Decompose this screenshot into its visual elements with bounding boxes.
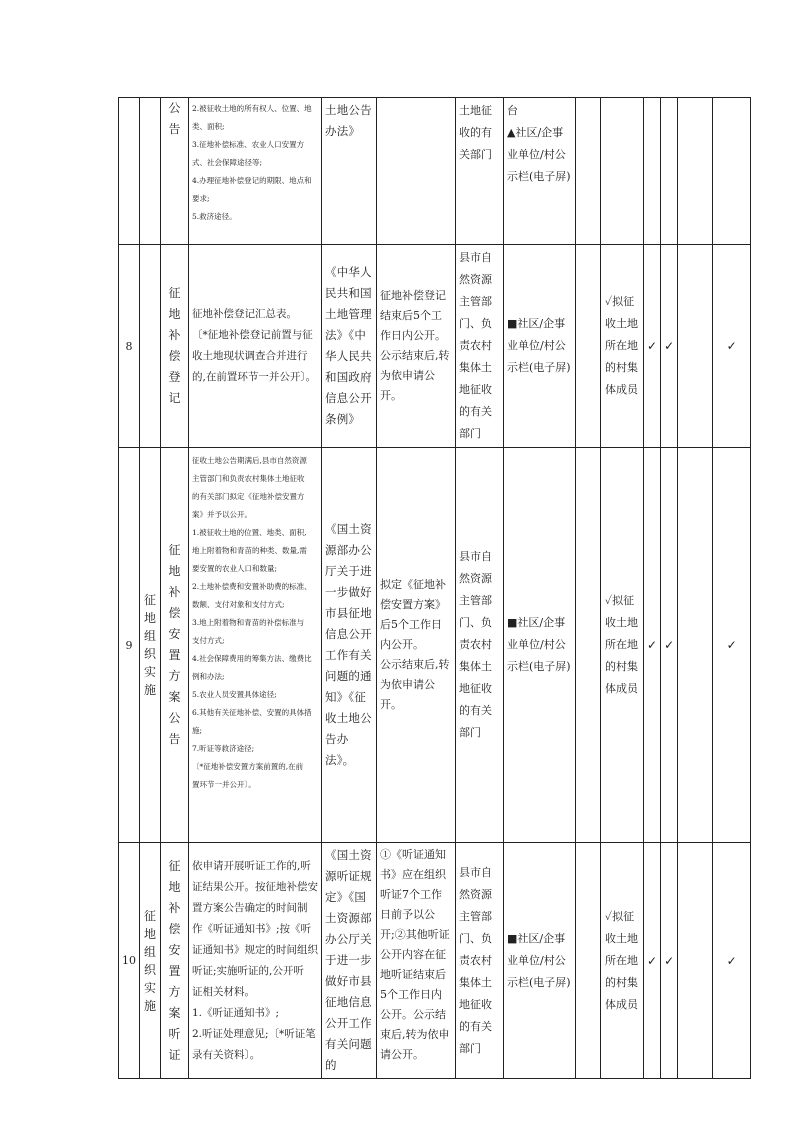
table-row	[119, 448, 751, 843]
item-cell	[161, 98, 189, 245]
content-line: 证结果公开。按征地补偿安	[192, 880, 318, 893]
content-line: 2.被征收土地的所有权人、位置、地	[192, 104, 312, 113]
check-cell: ✓	[661, 448, 678, 843]
content-cell	[189, 98, 322, 245]
content-line: 听证;实施听证的,公开听	[192, 964, 304, 977]
disclosure-table	[118, 97, 751, 1079]
content-line: 4.办理征地补偿登记的期限、地点和	[192, 176, 312, 185]
content-line: 例和办法;	[192, 672, 225, 681]
content-line: 要求;	[192, 194, 210, 203]
check-cell: ✓	[644, 245, 661, 448]
content-line: 5.农业人员安置具体途径;	[192, 690, 277, 699]
content-line: 〔*征地补偿登记前置与征	[192, 329, 313, 341]
channel-cell: ■社区/企事业单位/村公示栏(电子屏)	[504, 245, 576, 448]
content-cell	[189, 245, 322, 448]
basis-cell: 《国土资源听证规定》《国土资源部办公厅关于进一步做好市县征地信息公开工作有关问题的	[322, 843, 377, 1079]
basis-cell: 土地公告办法》	[322, 98, 377, 245]
item-cell	[161, 245, 189, 448]
item-label: 征地补偿登记	[168, 286, 181, 405]
row-number	[119, 98, 140, 245]
check-cell	[644, 98, 661, 245]
row-number: 10	[119, 843, 140, 1079]
check-cell: ✓	[661, 843, 678, 1079]
check-cell	[678, 98, 713, 245]
basis-cell: 《中华人民共和国土地管理法》《中华人民共和国政府信息公开条例》	[322, 245, 377, 448]
content-cell	[189, 843, 322, 1079]
check-cell	[678, 448, 713, 843]
time-cell: ①《听证通知书》应在组织听证7个工作日前予以公开;②其他听证公开内容在征地听证结束后5个工作日内公开。公示结束后,转为依申请公开。	[377, 843, 456, 1079]
check-cell	[713, 98, 751, 245]
time-cell: 拟定《征地补偿安置方案》后5个工作日内公开。 公示结束后,转为依申请公开。	[377, 448, 456, 843]
subject-cell: 县市自然资源主管部门、负责农村集体土地征收的有关部门	[456, 448, 504, 843]
stage-cell: 征地组织实施	[140, 843, 161, 1079]
check-cell: ✓	[644, 448, 661, 843]
content-line: 证相关材料。	[192, 985, 255, 998]
content-cell	[189, 448, 322, 843]
content-line: 的有关部门拟定《征地补偿安置方	[192, 492, 305, 501]
table-row	[119, 98, 751, 245]
content-line: 式、社会保障途径等;	[192, 158, 263, 167]
subject-cell: 县市自然资源主管部门、负责农村集体土地征收的有关部门	[456, 245, 504, 448]
check-cell: ✓	[644, 843, 661, 1079]
content-line: 证通知书》规定的时间组织	[192, 943, 318, 956]
content-line: 7.听证等救济途径;	[192, 744, 255, 753]
content-line: 5.救济途径。	[192, 212, 237, 221]
check-cell: ✓	[713, 448, 751, 843]
content-line: 1.被征收土地的位置、地类、面积,	[192, 528, 307, 537]
empty-cell	[576, 448, 601, 843]
check-cell: ✓	[713, 843, 751, 1079]
check-cell	[661, 98, 678, 245]
content-line: 地上附着物和青苗的种类、数量,需	[192, 546, 307, 555]
table-row	[119, 245, 751, 448]
time-cell	[377, 98, 456, 245]
basis-cell: 《国土资源部办公厅关于进一步做好市县征地信息公开工作有关问题的通知》《征收土地公告办法》。	[322, 448, 377, 843]
check-cell: ✓	[661, 245, 678, 448]
channel-cell: ■社区/企事业单位/村公示栏(电子屏)	[504, 843, 576, 1079]
content-line: 1.《听证通知书》;	[192, 1006, 280, 1019]
scope-cell: ✓拟征收土地所在地的村集体成员	[601, 448, 644, 843]
content-line: 〔*征地补偿安置方案前置的,在前	[192, 762, 304, 771]
scope-cell: ✓拟征收土地所在地的村集体成员	[601, 245, 644, 448]
row-number: 8	[119, 245, 140, 448]
item-label: 征地补偿安置方案听证	[168, 858, 181, 1062]
content-line: 3.地上附着物和青苗的补偿标准与	[192, 618, 305, 627]
content-line: 主管部门和负责农村集体土地征收	[192, 474, 305, 483]
content-line: 的,在前置环节一并公开〕。	[192, 371, 317, 383]
content-line: 作《听证通知书》;按《听	[192, 922, 312, 935]
subject-cell: 土地征收的有关部门	[456, 98, 504, 245]
stage-cell: 征地组织实施	[140, 448, 161, 843]
content-line: 置方案公告确定的时间制	[192, 901, 308, 914]
row-number: 9	[119, 448, 140, 843]
content-line: 收土地现状调查合并进行	[192, 350, 308, 362]
content-line: 数额、支付对象和支付方式;	[192, 600, 285, 609]
scope-cell: ✓拟征收土地所在地的村集体成员	[601, 843, 644, 1079]
empty-cell	[576, 245, 601, 448]
content-line: 置环节一并公开〕。	[192, 780, 256, 789]
content-line: 录有关资料〕。	[192, 1048, 261, 1061]
channel-cell: 台 ▲社区/企事业单位/村公示栏(电子屏)	[504, 98, 576, 245]
content-line: 征收土地公告期满后,县市自然资源	[192, 456, 307, 465]
stage-cell	[140, 98, 161, 245]
content-line: 案》并予以公开。	[192, 510, 252, 519]
empty-cell	[576, 98, 601, 245]
content-line: 要安置的农业人口和数量;	[192, 564, 278, 573]
scope-cell	[601, 98, 644, 245]
check-cell: ✓	[713, 245, 751, 448]
time-cell: 征地补偿登记结束后5个工作日内公开。公示结束后,转为依申请公开。	[377, 245, 456, 448]
content-line: 类、面积;	[192, 122, 225, 131]
content-line: 征地补偿登记汇总表。	[192, 308, 297, 320]
content-line: 6.其他有关征地补偿、安置的具体措	[192, 708, 312, 717]
channel-cell: ■社区/企事业单位/村公示栏(电子屏)	[504, 448, 576, 843]
empty-cell	[576, 843, 601, 1079]
content-line: 4.社会保障费用的筹集方法、缴费比	[192, 654, 312, 663]
stage-cell	[140, 245, 161, 448]
content-line: 3.征地补偿标准、农业人口安置方	[192, 140, 305, 149]
item-label: 征地补偿安置方案公告	[168, 543, 181, 746]
content-line: 2.土地补偿费和安置补助费的标准、	[192, 582, 312, 591]
item-cell	[161, 448, 189, 843]
content-line: 施;	[192, 726, 203, 735]
item-label: 公告	[168, 101, 181, 136]
item-cell	[161, 843, 189, 1079]
content-line: 支付方式;	[192, 636, 225, 645]
content-line: 依申请开展听证工作的,听	[192, 859, 311, 872]
check-cell	[678, 245, 713, 448]
check-cell	[678, 843, 713, 1079]
subject-cell: 县市自然资源主管部门、负责农村集体土地征收的有关部门	[456, 843, 504, 1079]
content-line: 2.听证处理意见;〔*听证笔	[192, 1027, 316, 1040]
table-row	[119, 843, 751, 1079]
